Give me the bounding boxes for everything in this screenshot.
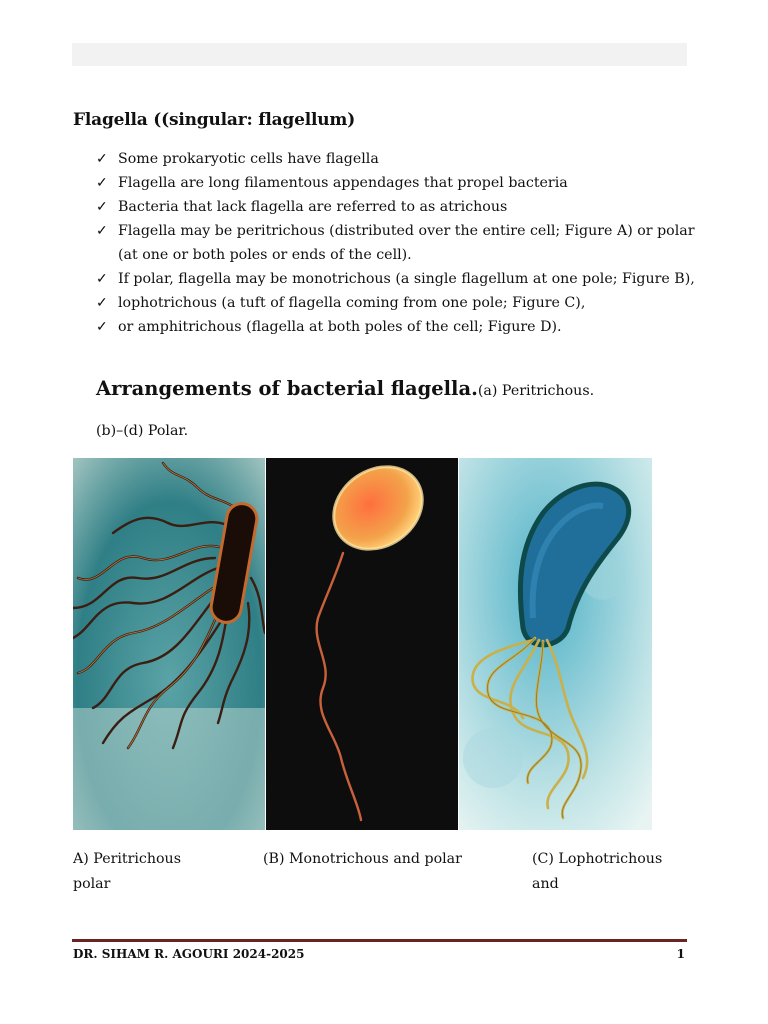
checkmark-icon: ✓ (96, 319, 108, 335)
list-item (96, 171, 696, 195)
caption-b: (B) Monotrichous and polar (263, 851, 462, 867)
list-item-text: or amphitrichous (flagella at both poles of the cell; Figure D). (118, 319, 562, 335)
arrangements-title-suffix: (a) Peritrichous. (477, 383, 595, 399)
list-item-text: lophotrichous (a tuft of flagella coming from one pole; Figure C), (118, 295, 586, 311)
list-item (96, 219, 696, 267)
footer-author: DR. SIHAM R. AGOURI 2024-2025 (73, 947, 305, 961)
list-item-text: Some prokaryotic cells have flagella (118, 151, 379, 167)
flagella-micrograph-figure (73, 458, 652, 830)
lophotrichous-micrograph (459, 458, 652, 830)
checkmark-icon: ✓ (96, 175, 108, 191)
page-number: 1 (676, 947, 685, 961)
bullet-list (96, 147, 696, 339)
section-heading: Flagella ((singular: flagellum) (73, 110, 356, 130)
footer-divider (72, 939, 687, 942)
list-item-text: Flagella may be peritrichous (distributed over the entire cell; Figure A) or polar (at one or both poles or ends of the cell). (118, 223, 695, 263)
checkmark-icon: ✓ (96, 151, 108, 167)
list-item-text: Bacteria that lack flagella are referred to as atrichous (118, 199, 508, 215)
arrangements-title-text: Arrangements of bacterial flagella. (96, 377, 478, 400)
checkmark-icon: ✓ (96, 223, 108, 239)
list-item (96, 315, 696, 339)
list-item (96, 267, 696, 291)
header-bar (72, 43, 687, 66)
arrangements-subtitle: (b)–(d) Polar. (96, 423, 189, 439)
checkmark-icon: ✓ (96, 199, 108, 215)
caption-a: A) Peritrichous (73, 851, 181, 867)
list-item (96, 195, 696, 219)
list-item-text: If polar, flagella may be monotrichous (a single flagellum at one pole; Figure B), (118, 271, 695, 287)
caption-c: (C) Lophotrichous and (532, 851, 663, 892)
checkmark-icon: ✓ (96, 271, 108, 287)
checkmark-icon: ✓ (96, 295, 108, 311)
list-item-text: Flagella are long filamentous appendages that propel bacteria (118, 175, 568, 191)
arrangements-title (96, 377, 716, 400)
list-item (96, 291, 696, 315)
peritrichous-micrograph (73, 458, 265, 830)
caption-d: polar (73, 876, 111, 892)
list-item (96, 147, 696, 171)
monotrichous-micrograph (266, 458, 458, 830)
